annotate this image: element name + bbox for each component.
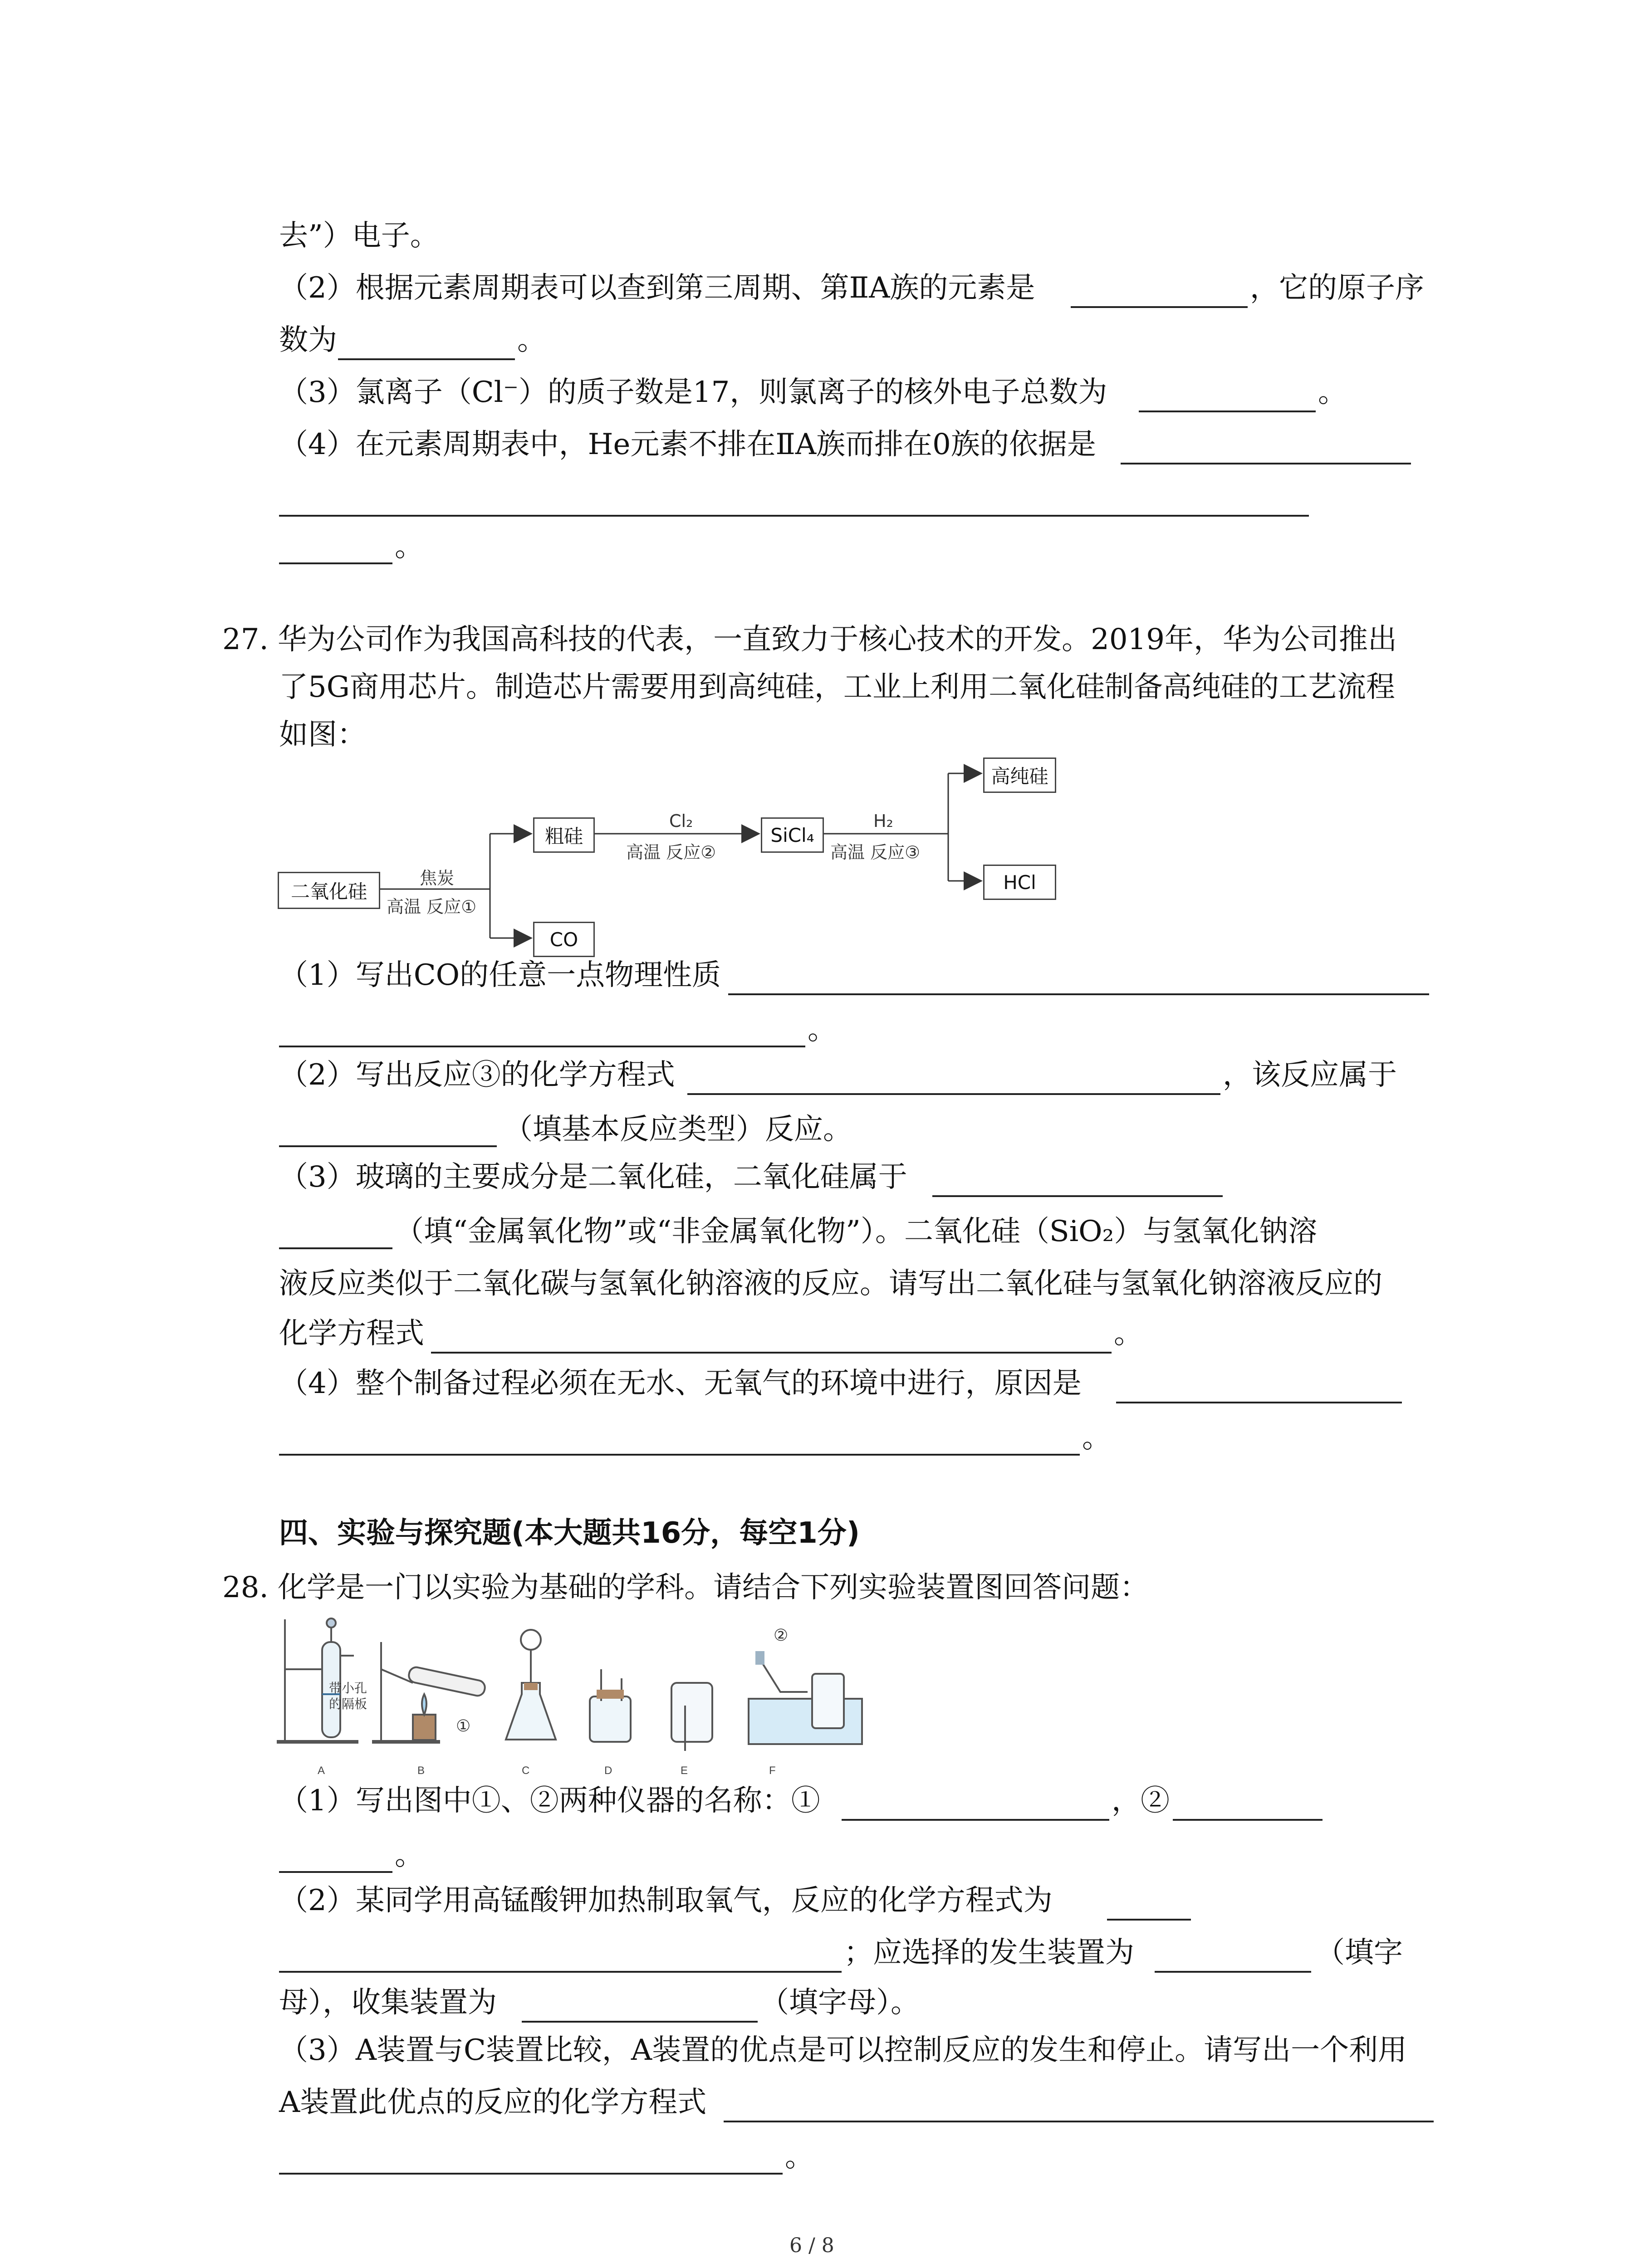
q26-part2-blank-1[interactable]: [1071, 306, 1248, 308]
q27-part3-blank-2[interactable]: [279, 1247, 392, 1249]
q26-part3-blank[interactable]: [1139, 411, 1316, 412]
apparatus-label-a: A: [318, 1765, 325, 1777]
q27-part3-blank-3[interactable]: [431, 1352, 1112, 1354]
reaction2-reagent: Cl₂: [669, 811, 693, 831]
q27-part2-text-c: （填基本反应类型）反应。: [504, 1113, 852, 1146]
q26-part4-text: （4）在元素周期表中，He元素不排在ⅡA族而排在0族的依据是: [279, 428, 1096, 461]
q28-part2-blank-1[interactable]: [1107, 1919, 1191, 1921]
node-silicon-dioxide: 二氧化硅: [278, 872, 380, 909]
apparatus-label-b: B: [417, 1765, 425, 1777]
q27-part4-text: （4）整个制备过程必须在无水、无氧气的环境中进行，原因是: [279, 1367, 1082, 1400]
node-sicl4: SiCl₄: [761, 817, 824, 853]
reaction3-reagent: H₂: [873, 811, 893, 831]
q28-part3-end: 。: [785, 2140, 814, 2174]
node-hcl: HCl: [983, 865, 1056, 900]
q26-part4-blank-3[interactable]: [279, 562, 392, 564]
q27-part4-end: 。: [1082, 1421, 1111, 1455]
q27-part3-text: （3）玻璃的主要成分是二氧化硅，二氧化硅属于: [279, 1160, 907, 1194]
q26-part2-text-b: ，它的原子序: [1250, 271, 1424, 305]
instrument-mark-2: ②: [774, 1626, 789, 1645]
q28-part3-blank-2[interactable]: [279, 2173, 783, 2175]
q28-part2-blank-3[interactable]: [1155, 1971, 1311, 1973]
q26-part2-blank-2[interactable]: [338, 358, 515, 360]
apparatus-label-e: E: [681, 1765, 688, 1777]
q28-part3-blank-1[interactable]: [724, 2121, 1434, 2122]
q26-part4-end: 。: [395, 530, 424, 563]
q27-part3-text-d: 化学方程式: [279, 1317, 424, 1350]
node-crude-silicon: 粗硅: [533, 817, 595, 853]
q27-part1-blank-2[interactable]: [279, 1046, 805, 1047]
lab-apparatus-figure: [277, 1615, 867, 1787]
q28-part1-blank-3[interactable]: [279, 1871, 392, 1873]
q28-intro: 28. 化学是一门以实验为基础的学科。请结合下列实验装置图回答问题：: [222, 1571, 1149, 1604]
q27-part4-blank-1[interactable]: [1116, 1402, 1402, 1403]
apparatus-label-f: F: [769, 1765, 776, 1777]
apparatus-label-d: D: [604, 1765, 612, 1777]
q28-part1-end: 。: [395, 1838, 424, 1872]
q26-part2-text: （2）根据元素周期表可以查到第三周期、第ⅡA族的元素是: [279, 271, 1035, 305]
q28-part2-blank-2[interactable]: [279, 1971, 842, 1973]
q28-part3-text: （3）A装置与C装置比较，A装置的优点是可以控制反应的发生和停止。请写出一个利用: [279, 2033, 1407, 2067]
q27-intro-line2: 了5G商用芯片。制造芯片需要用到高纯硅，工业上利用二氧化硅制备高纯硅的工艺流程: [279, 670, 1395, 704]
q26-line-top: 去”）电子。: [279, 219, 439, 253]
q26-part3-text: （3）氯离子（Cl⁻）的质子数是17，则氯离子的核外电子总数为: [279, 376, 1107, 409]
q28-part1-text: （1）写出图中①、②两种仪器的名称：①: [279, 1784, 820, 1818]
q26-part2-text-c: 数为: [279, 323, 337, 357]
reaction1-reagent: 焦炭: [420, 868, 455, 888]
section4-heading: 四、实验与探究题(本大题共16分，每空1分): [279, 1516, 860, 1550]
q27-part2-blank-1[interactable]: [687, 1093, 1220, 1095]
q27-part3-blank-1[interactable]: [932, 1195, 1223, 1197]
plate-note-line1: 带小孔: [329, 1681, 367, 1696]
page-number: 6 / 8: [789, 2234, 834, 2257]
process-flow-diagram: [272, 753, 1089, 962]
q28-part2-text-b: ；应选择的发生装置为: [844, 1936, 1134, 1970]
reaction2-condition: 高温 反应②: [626, 842, 716, 862]
q26-part2-end: 。: [517, 323, 546, 357]
q28-part1-blank-1[interactable]: [842, 1819, 1109, 1821]
q27-part2-blank-2[interactable]: [279, 1145, 497, 1147]
reaction1-condition: 高温 反应①: [387, 897, 477, 917]
q26-part3-end: 。: [1318, 376, 1347, 409]
reaction3-condition: 高温 反应③: [830, 842, 921, 862]
q27-part1-end: 。: [808, 1013, 837, 1046]
q28-part1-text-b: ，②: [1112, 1784, 1170, 1818]
q28-part2-text-d: 母），收集装置为: [279, 1986, 497, 2019]
q27-part1-text: （1）写出CO的任意一点物理性质: [279, 958, 721, 992]
q28-part3-text-b: A装置此优点的反应的化学方程式: [279, 2086, 707, 2119]
q26-part4-blank-2[interactable]: [279, 515, 1309, 517]
q27-part3-text-c: 液反应类似于二氧化碳与氢氧化钠溶液的反应。请写出二氧化硅与氢氧化钠溶液反应的: [279, 1267, 1382, 1300]
q27-part2-text: （2）写出反应③的化学方程式: [279, 1058, 675, 1092]
plate-note-line2: 的隔板: [329, 1696, 367, 1711]
q28-part1-blank-2[interactable]: [1173, 1819, 1323, 1821]
q27-part4-blank-2[interactable]: [279, 1454, 1080, 1456]
q28-part2-blank-4[interactable]: [522, 2021, 758, 2023]
instrument-mark-1: ①: [456, 1717, 471, 1735]
q27-part3-text-b: （填“金属氧化物”或“非金属氧化物”）。二氧化硅（SiO₂）与氢氧化钠溶: [395, 1215, 1318, 1248]
q26-part4-blank-1[interactable]: [1121, 463, 1411, 464]
node-pure-silicon: 高纯硅: [983, 758, 1056, 793]
node-co: CO: [533, 922, 595, 957]
q28-part2-text-e: （填字母）。: [760, 1986, 920, 2019]
q27-part2-text-b: ，该反应属于: [1223, 1058, 1397, 1092]
q27-intro-line3: 如图：: [279, 718, 366, 752]
q28-part2-text-c: （填字: [1316, 1936, 1403, 1970]
apparatus-label-c: C: [522, 1765, 530, 1777]
q27-part3-end: 。: [1114, 1317, 1143, 1350]
q28-part2-text: （2）某同学用高锰酸钾加热制取氧气，反应的化学方程式为: [279, 1884, 1053, 1917]
q27-intro-line1: 27. 华为公司作为我国高科技的代表，一直致力于核心技术的开发。2019年，华为公司推出: [222, 623, 1397, 656]
q27-part1-blank-1[interactable]: [728, 993, 1429, 995]
